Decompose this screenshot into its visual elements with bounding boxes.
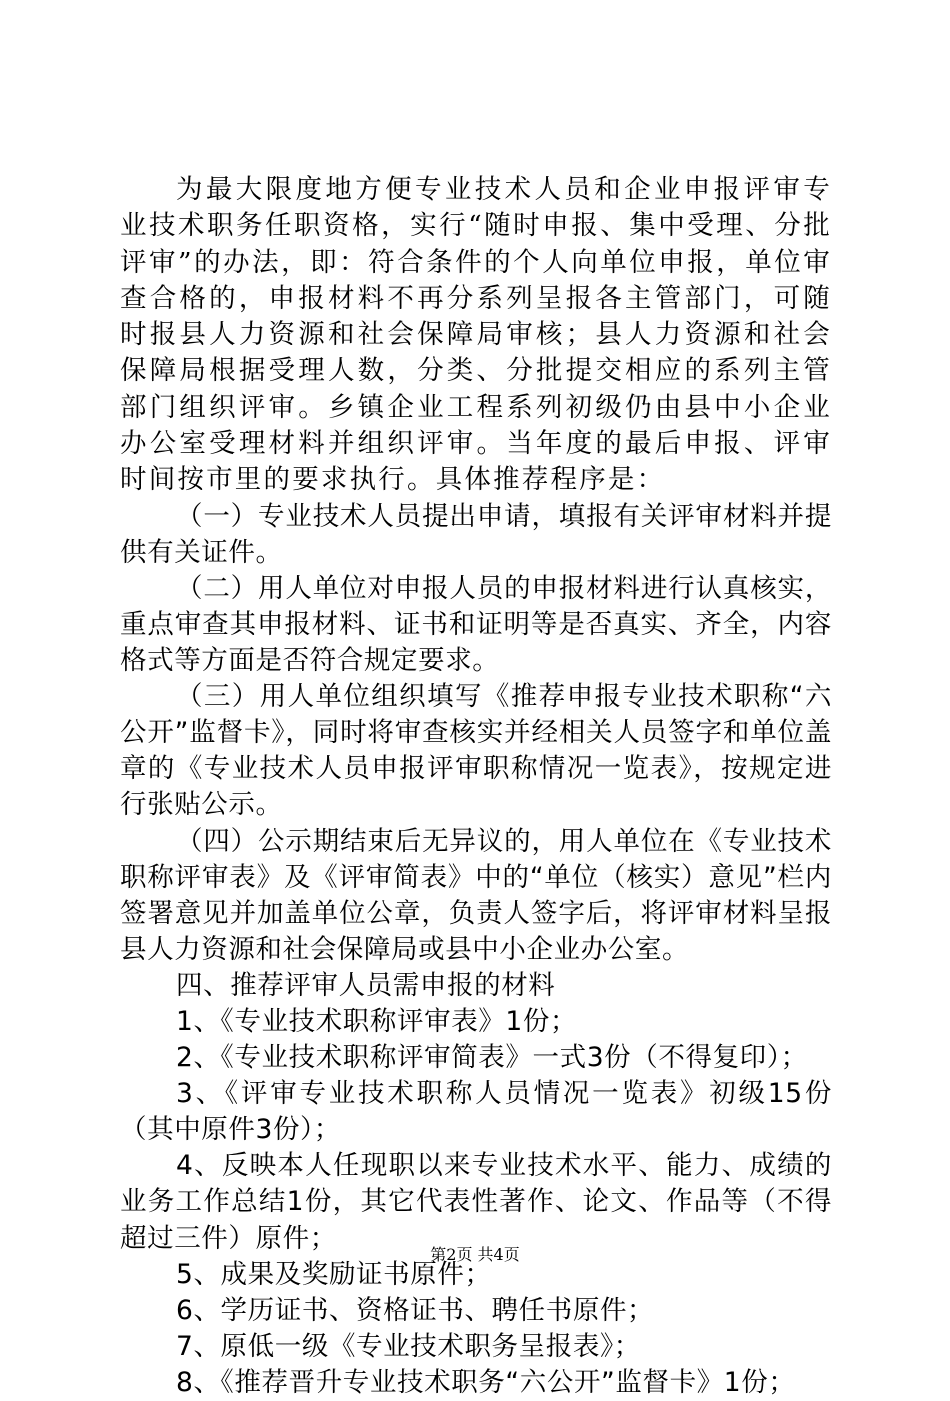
step-2-paragraph: （二）用人单位对申报人员的申报材料进行认真核实，重点审查其申报材料、证书和证明等是否真实、齐全，内容格式等方面是否符合规定要求。: [120, 572, 832, 677]
material-item-2: 2、《专业技术职称评审简表》一式3份（不得复印）；: [176, 1042, 808, 1074]
section-heading: 四、推荐评审人员需申报的材料: [176, 969, 556, 1001]
document-body: [120, 172, 832, 1401]
material-item-4: 4、反映本人任现职以来专业技术水平、能力、成绩的业务工作总结1份，其它代表性著作、论文、作品等（不得超过三件）原件；: [120, 1150, 832, 1254]
material-item-7: 7、原低一级《专业技术职务呈报表》；: [176, 1330, 641, 1362]
material-item-5: 5、成果及奖励证书原件；: [176, 1258, 492, 1290]
step-4-paragraph: （四）公示期结束后无异议的，用人单位在《专业技术职称评审表》及《评审简表》中的“单位（核实）意见”栏内签署意见并加盖单位公章，负责人签字后，将评审材料呈报县人力资源和社会保障局或县中小企业办公室。: [120, 825, 832, 965]
material-item-8: 8、《推荐晋升专业技术职务“六公开”监督卡》1份；: [176, 1366, 796, 1398]
material-item-3: 3、《评审专业技术职称人员情况一览表》初级15份（其中原件3份）；: [120, 1078, 832, 1146]
intro-paragraph: 为最大限度地方便专业技术人员和企业申报评审专业技术职务任职资格，实行“随时申报、集中受理、分批评审”的办法，即：符合条件的个人向单位申报，单位审查合格的，申报材料不再分系列呈报各主管部门，可随时报县人力资源和社会保障局审核；县人力资源和社会保障局根据受理人数，分类、分批提交相应的系列主管部门组织评审。乡镇企业工程系列初级仍由县中小企业办公室受理材料并组织评审。当年度的最后申报、评审时间按市里的要求执行。具体推荐程序是：: [120, 174, 832, 496]
material-item-1: 1、《专业技术职称评审表》1份；: [176, 1005, 578, 1037]
step-3-paragraph: （三）用人单位组织填写《推荐申报专业技术职称“六公开”监督卡》，同时将审查核实并经相关人员签字和单位盖章的《专业技术人员申报评审职称情况一览表》，按规定进行张贴公示。: [120, 681, 832, 821]
page-number-footer: 第2页 共4页: [430, 1245, 520, 1264]
step-1-paragraph: （一）专业技术人员提出申请，填报有关评审材料并提供有关证件。: [120, 500, 832, 568]
material-item-6: 6、学历证书、资格证书、聘任书原件；: [176, 1294, 655, 1326]
